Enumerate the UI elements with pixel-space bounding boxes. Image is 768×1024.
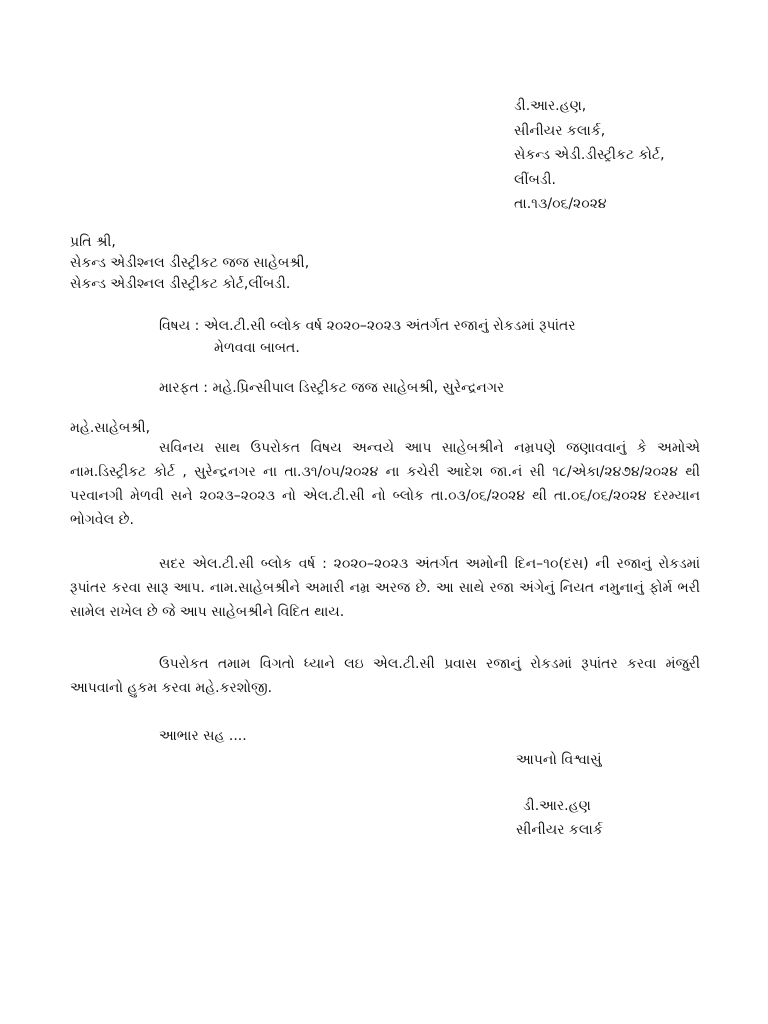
recipient-line-1: સેકન્ડ એડીશ્નલ ડીસ્ટ્રીકટ જજ સાહેબશ્રી, [70, 255, 310, 271]
signature-designation: સીનીયર કલાર્ક [516, 822, 603, 838]
body-paragraph-1: સવિનય સાથ ઉપરોકત વિષય અન્વયે આપ સાહેબશ્રીને નમ્રપણે જણાવવાનું કે અમોએ નામ.ડિસ્ટ્રીકટ કોર્ટ , સુરેન્દ્રનગર ના તા.૩૧/૦૫/૨૦૨૪ ના કચેરી આદેશ જા.નં સી ૧૮/એકા/૨૪૭૪/૨૦૨૪ થી પરવાનગી મેળવી સને ૨૦૨૩–૨૦૨૩ નો એલ.ટી.સી નો બ્લોક તા.૦૩/૦૬/૨૦૨૪ થી તા.૦૬/૦૬/૨૦૨૪ દરમ્યાન ભોગવેલ છે. [70, 440, 700, 528]
subject-line-1: વિષય : એલ.ટી.સી બ્લોક વર્ષ ૨૦૨૦–૨૦૨૩ અંતર્ગત રજાનું રોકડમાં રૂપાંતર [159, 318, 576, 334]
sender-name: ડી.આર.હણ, [514, 98, 587, 114]
through-line: મારફત : મહે.પ્રિન્સીપાલ ડિસ્ટ્રીકટ જજ સાહેબશ્રી, સુરેન્દ્રનગર [159, 380, 505, 396]
salutation: મહે.સાહેબશ્રી, [70, 420, 151, 436]
body-paragraph-3: ઉપરોકત તમામ વિગતો ધ્યાને લઇ એલ.ટી.સી પ્રવાસ રજાનું રોકડમાં રૂપાંતર કરવા મંજુરી આપવાનો હુકમ કરવા મહે.કરશોજી. [70, 656, 700, 696]
thanks-line: આભાર સહ .... [159, 728, 247, 744]
body-paragraph-2: સદર એલ.ટી.સી બ્લોક વર્ષ : ૨૦૨૦–૨૦૨૩ અંતર્ગત અમોની દિન–૧૦(દસ) ની રજાનું રોકડમાં રૂપાંતર કરવા સારૂ આપ. નામ.સાહેબશ્રીને અમારી નમ્ર અરજ છે. આ સાથે રજા અંગેનું નિયત નમુનાનું ફોર્મ ભરી સામેલ રાખેલ છે જે આપ સાહેબશ્રીને વિદિત થાય. [70, 556, 700, 620]
sender-office: સેકન્ડ એડી.ડીસ્ટ્રીકટ કોર્ટ, [514, 147, 665, 163]
recipient-block [70, 232, 309, 295]
signature-name: ડી.આર.હણ [523, 798, 591, 814]
closing-line: આપનો વિશ્વાસું [516, 752, 602, 768]
sender-place: લીંબડી. [514, 171, 556, 188]
sender-block [514, 94, 665, 217]
recipient-line-2: સેકન્ડ એડીશ્નલ ડીસ્ટ્રીકટ કોર્ટ,લીંબડી. [70, 276, 291, 292]
sender-designation: સીનીયર કલાર્ક, [514, 122, 606, 139]
subject-line-2: મેળવવા બાબત. [214, 340, 300, 356]
letter-date: તા.૧૩/૦૬/૨૦૨૪ [514, 196, 607, 212]
recipient-prati: પ્રતિ શ્રી, [70, 234, 116, 250]
